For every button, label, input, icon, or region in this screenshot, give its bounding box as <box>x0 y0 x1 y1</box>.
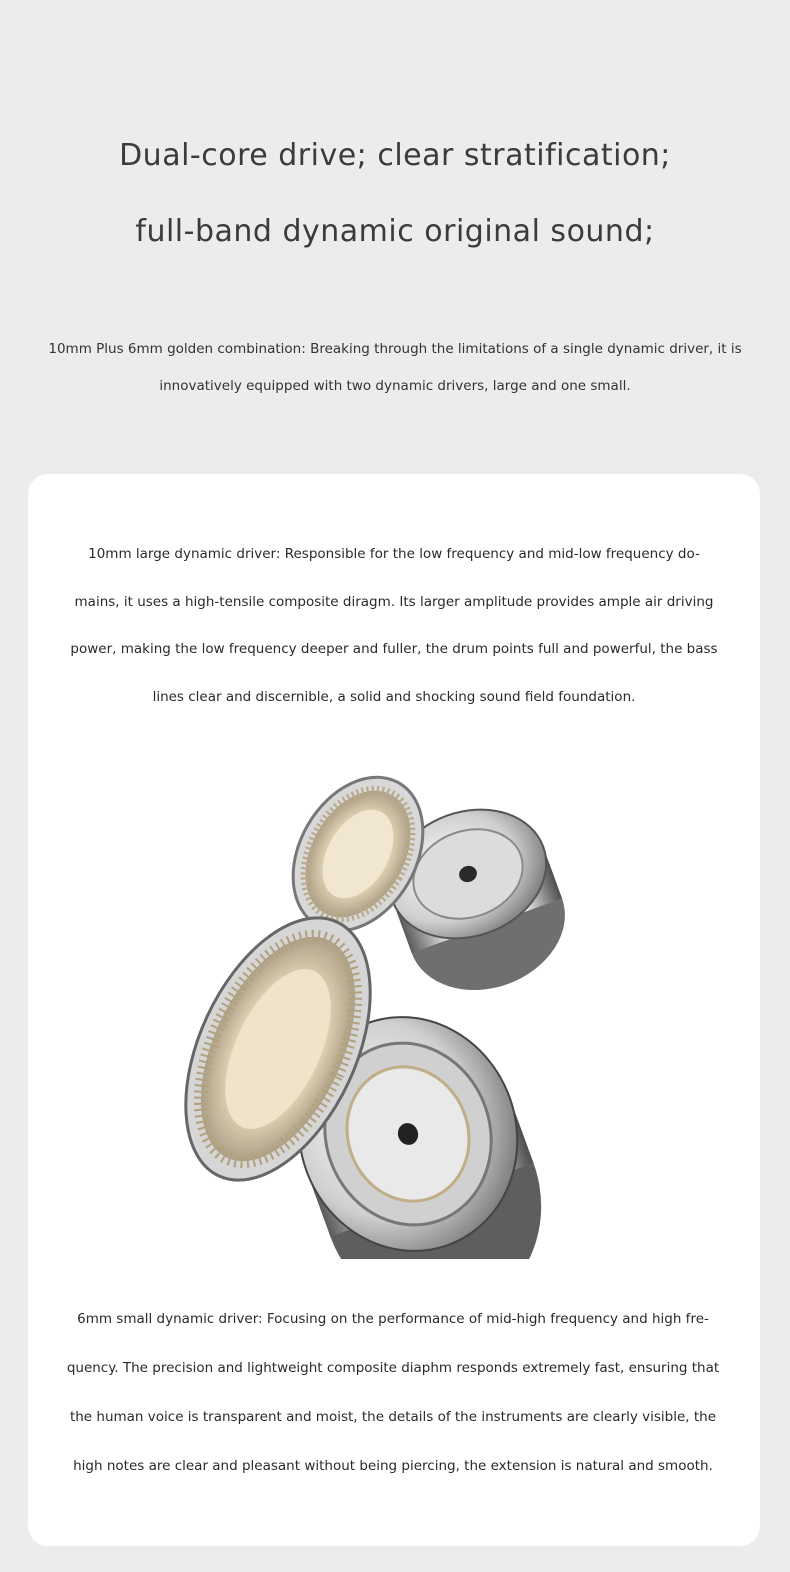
headline-line-2: full-band dynamic original sound; <box>135 214 655 249</box>
small-driver-description: 6mm small dynamic driver: Focusing on the performance of mid-high frequency and high fre-quency. The precision and lightweight composite diaphm responds extremely fast, ensuring that the human voice is transparent and moist, the details of the instruments are clearly visible, the high notes are clear and pleasant without being piercing, the extension is natural and smooth. <box>66 1311 720 1474</box>
headline-line-1: Dual-core drive; clear stratification; <box>119 138 671 173</box>
large-driver-description: 10mm large dynamic driver: Responsible for the low frequency and mid-low frequency do-mains, it uses a high-tensile composite diragm. Its larger amplitude provides ample air driving power, making the low frequency deeper and fuller, the drum points full and powerful, the bass lines clear and discernible, a solid and shocking sound field foundation. <box>70 546 718 705</box>
intro-text: 10mm Plus 6mm golden combination: Breaking through the limitations of a single dynamic driver, it is innovatively equipped with two dynamic drivers, large and one small. <box>48 341 742 394</box>
dual-driver-illustration <box>158 759 638 1259</box>
driver-info-card <box>28 474 760 1546</box>
